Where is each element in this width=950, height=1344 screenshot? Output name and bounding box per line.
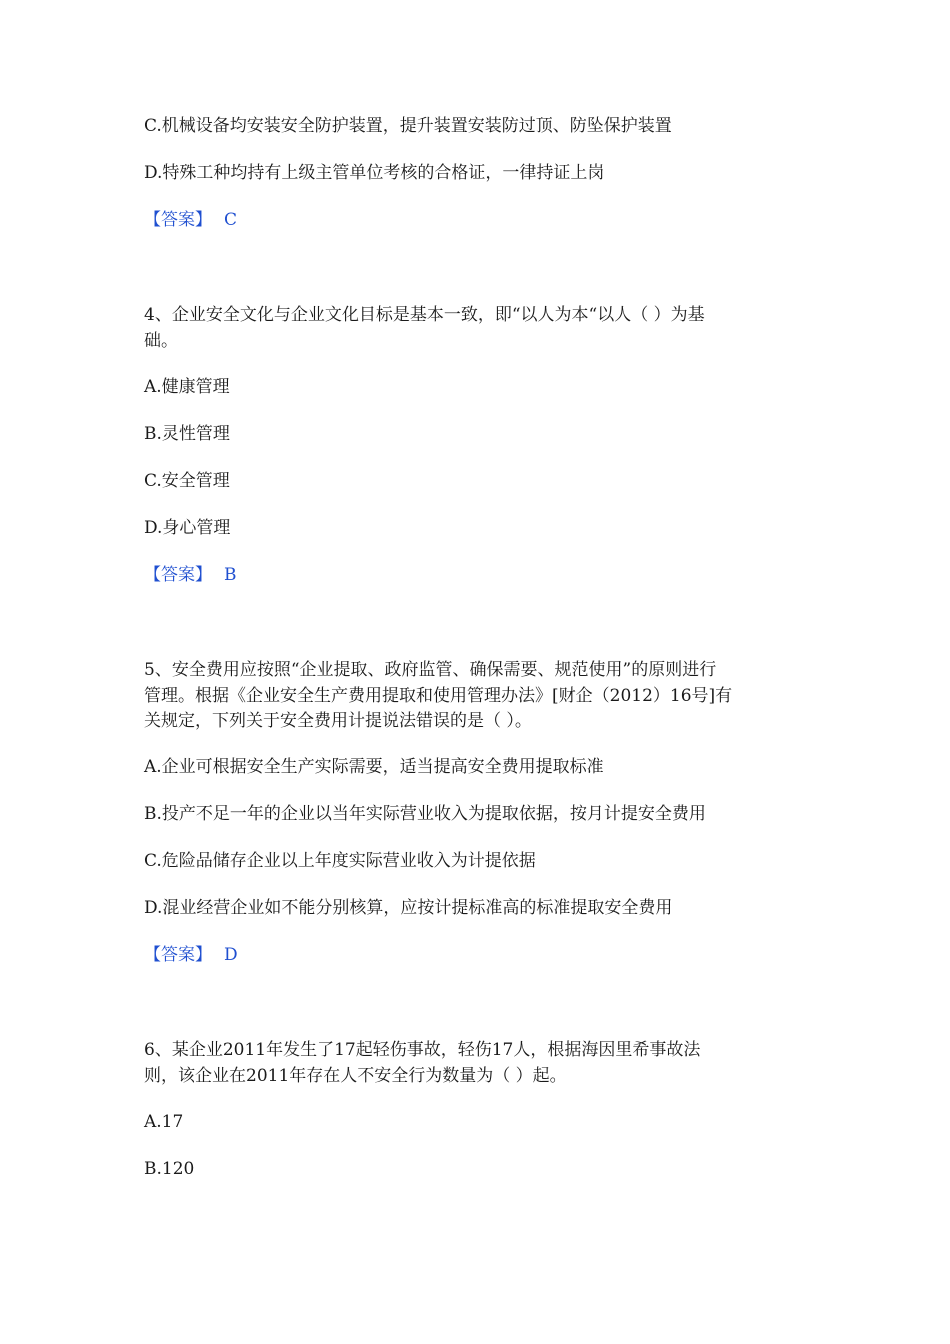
q4-answer: [144, 563, 814, 587]
q6-option-b: B.120: [144, 1159, 195, 1179]
q6-stem-line-1: 6、某企业2011年发生了17起轻伤事故，轻伤17人，根据海因里希事故法: [144, 1040, 701, 1060]
q3-answer-value: C: [224, 210, 238, 230]
q5-option-c: C.危险品储存企业以上年度实际营业收入为计提依据: [144, 851, 536, 871]
q4-answer-value: B: [224, 565, 237, 585]
q4-option-a: A.健康管理: [144, 377, 230, 397]
q5-answer-label: 【答案】: [144, 945, 212, 965]
q4-stem-line-2: 础。: [144, 331, 178, 351]
q5-stem-line-1: 5、安全费用应按照“企业提取、政府监管、确保需要、规范使用”的原则进行: [144, 660, 717, 680]
q5-answer: [144, 943, 814, 967]
q5-option-d: D.混业经营企业如不能分别核算，应按计提标准高的标准提取安全费用: [144, 898, 673, 918]
q6-stem-line-2: 则，该企业在2011年存在人不安全行为数量为（ ）起。: [144, 1066, 567, 1086]
q5-answer-value: D: [224, 945, 238, 965]
q3-answer-label: 【答案】: [144, 210, 212, 230]
q4-option-c: C.安全管理: [144, 471, 230, 491]
q5-option-b: B.投产不足一年的企业以当年实际营业收入为提取依据，按月计提安全费用: [144, 804, 706, 824]
q4-answer-label: 【答案】: [144, 565, 212, 585]
q3-answer: [144, 208, 814, 232]
q5-stem-line-3: 关规定，下列关于安全费用计提说法错误的是（ ）。: [144, 711, 532, 731]
q4-stem-line-1: 4、企业安全文化与企业文化目标是基本一致，即“以人为本“以人（ ）为基: [144, 305, 705, 325]
q3-option-d: D.特殊工种均持有上级主管单位考核的合格证，一律持证上岗: [144, 163, 605, 183]
q5-stem-line-2: 管理。根据《企业安全生产费用提取和使用管理办法》[财企（2012）16号]有: [144, 686, 733, 706]
q4-option-d: D.身心管理: [144, 518, 231, 538]
q5-option-a: A.企业可根据安全生产实际需要，适当提高安全费用提取标准: [144, 757, 604, 777]
q6-option-a: A.17: [144, 1112, 184, 1132]
q3-option-c: C.机械设备均安装安全防护装置，提升装置安装防过顶、防坠保护装置: [144, 116, 672, 136]
q4-option-b: B.灵性管理: [144, 424, 230, 444]
